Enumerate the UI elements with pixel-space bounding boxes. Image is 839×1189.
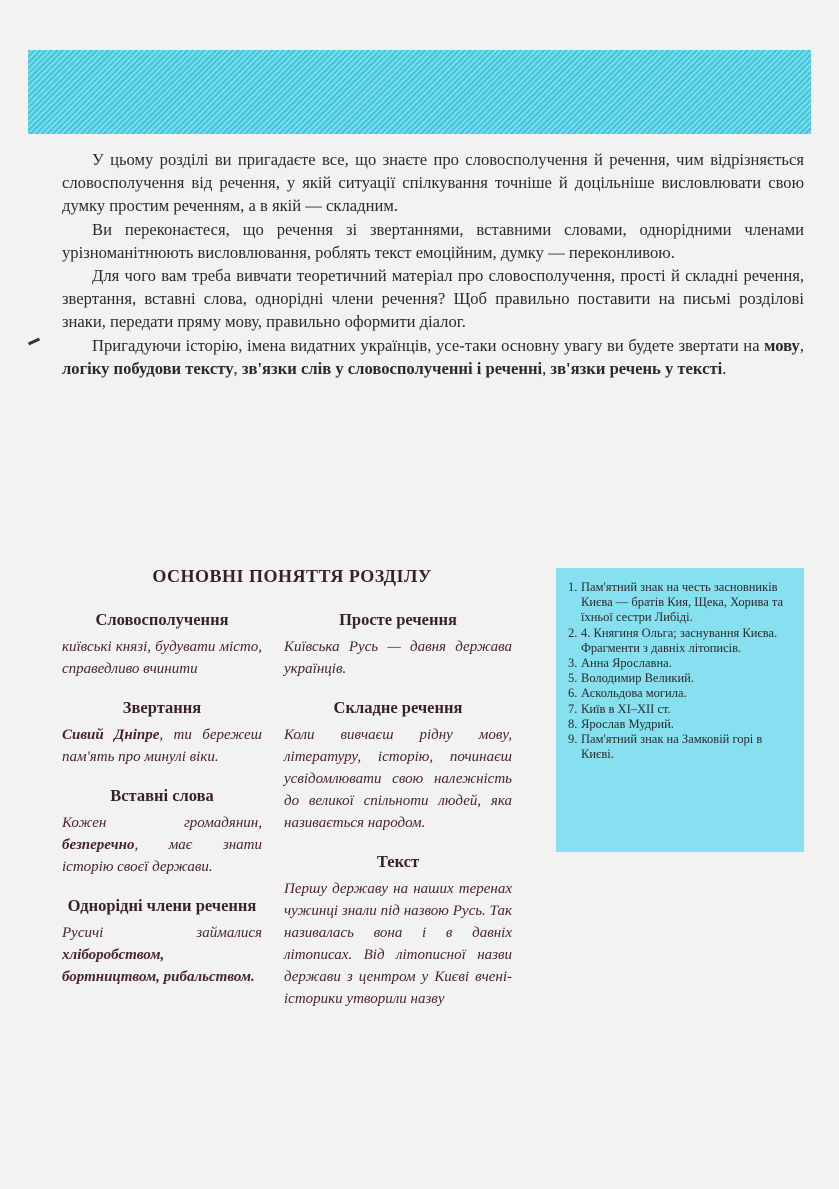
terms-middle-column [284, 610, 512, 1028]
term-heading: Текст [376, 852, 420, 871]
header-banner [28, 50, 811, 134]
term-example: Коли вивчаєш рідну мову, літературу, історію, починаєш усвідомлювати свою належність до великої спільноти людей, яка називається народом. [284, 727, 512, 831]
intro-paragraph-1: У цьому розділі ви пригадаєте все, що знаєте про словосполучення й речення, чим відрізняється словосполучення від речення, у якій ситуації спілкування точніше й доцільніше висловлювати свою думку простим реченням, а в якій — складним. [62, 150, 804, 216]
caption-item: 1. Пам'ятний знак на честь засновників Києва — братів Кия, Щека, Хорива та їхньої сестри Либіді. [568, 580, 784, 625]
term-homogeneous [62, 896, 262, 988]
caption-item: 6. Аскольдова могила. [568, 686, 687, 701]
term-complex-sentence [284, 698, 512, 834]
terms-left-column [62, 610, 262, 1006]
term-heading: Однорідні члени речення [67, 896, 257, 915]
intro-text [62, 148, 804, 380]
intro-paragraph-3: Для чого вам треба вивчати теоретичний матеріал про словосполучення, прості й складні речення, звертання, вставні слова, однорідні члени речення? Щоб правильно поставити на письмі розділові знаки, передати пряму мову, правильно оформити діалог. [62, 266, 804, 332]
section-title: ОСНОВНІ ПОНЯТТЯ РОЗДІЛУ [152, 566, 432, 586]
caption-item: 9. Пам'ятний знак на Замковій горі в Києві. [568, 732, 763, 762]
term-example: Київська Русь — давня держава українців. [284, 639, 512, 677]
term-parenthetical [62, 786, 262, 878]
term-example: Русичі займалися хліборобством, бортництвом, рибальством. [62, 925, 262, 985]
caption-item: 3. Анна Ярославна. [568, 656, 672, 671]
term-heading: Вставні слова [110, 786, 214, 805]
caption-item: 2. 4. Княгиня Ольга; заснування Києва. Фрагменти з давніх літописів. [568, 625, 778, 655]
term-phrase [62, 610, 262, 680]
illustration-captions [556, 568, 804, 852]
term-heading: Звертання [122, 698, 202, 717]
caption-item: 5. Володимир Великий. [568, 671, 694, 686]
term-example: Першу державу на наших теренах чужинці знали під назвою Русь. Так називалась вона і в давніх літописах. Від літописної назви держави з центром у Києві вчені-історики утворили назву [284, 881, 512, 1007]
intro-paragraph-4: Пригадуючи історію, імена видатних українців, усе-таки основну увагу ви будете звертати на мову, логіку побудови тексту, зв'язки слів у словосполученні і реченні, зв'язки речень у тексті. [62, 335, 804, 378]
captions-list [568, 580, 792, 762]
term-heading: Словосполучення [95, 610, 229, 629]
term-example: київські князі, будувати місто, справедливо вчинити [62, 639, 262, 677]
term-text [284, 852, 512, 1010]
term-address [62, 698, 262, 768]
term-example: Сивий Дніпре, ти бережеш пам'ять про минулі віки. [62, 727, 262, 765]
margin-mark [28, 338, 40, 346]
term-heading: Складне речення [333, 698, 463, 717]
caption-item: 8. Ярослав Мудрий. [568, 716, 674, 731]
term-simple-sentence [284, 610, 512, 680]
intro-paragraph-2: Ви переконаєтеся, що речення зі звертаннями, вставними словами, однорідними членами урізноманітнюють висловлювання, роблять текст емоційним, думку — переконливою. [62, 219, 804, 262]
caption-item: 7. Київ в XI–XII ст. [568, 701, 671, 716]
term-example: Кожен громадянин, безперечно, має знати історію своєї держави. [62, 815, 262, 875]
term-heading: Просте речення [339, 610, 457, 629]
